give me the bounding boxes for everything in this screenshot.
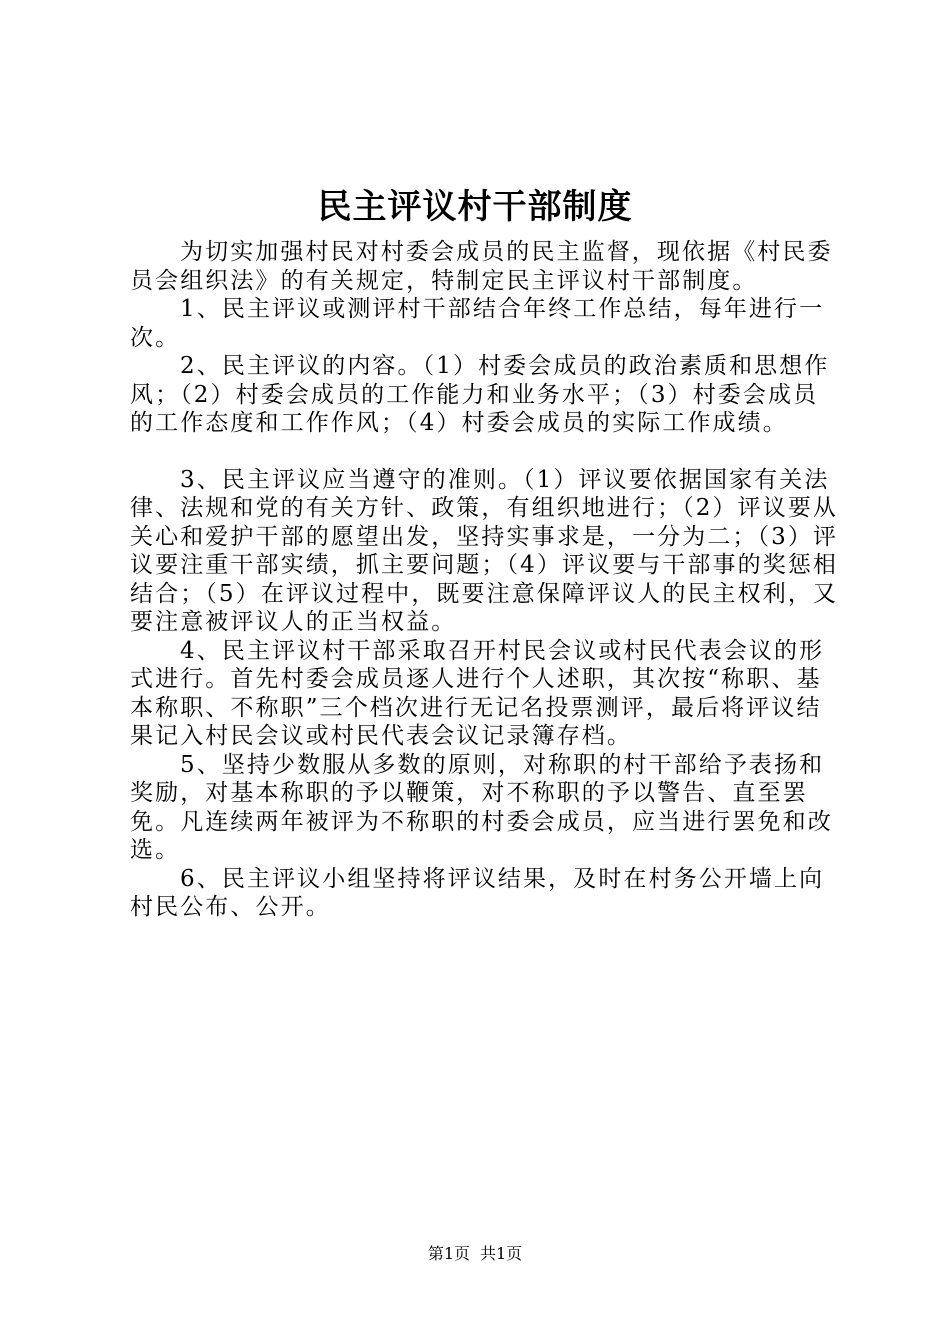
paragraph-item-4: 4、民主评议村干部采取召开村民会议或村民代表会议的形式进行。首先村委会成员逐人进行个人述职，其次按“称职、基本称职、不称职”三个档次进行无记名投票测评，最后将评议结果记入村民会议或村民代表会议记录簿存档。 <box>130 637 825 749</box>
paragraph-item-5: 5、坚持少数服从多数的原则，对称职的村干部给予表扬和奖励，对基本称职的予以鞭策，对不称职的予以警告、直至罢免。凡连续两年被评为不称职的村委会成员，应当进行罢免和改选。 <box>130 751 833 863</box>
paragraph-intro: 为切实加强村民对村委会成员的民主监督，现依据《村民委员会组织法》的有关规定，特制定民主评议村干部制度。 <box>130 239 833 294</box>
page-number-total: 共1页 <box>480 1244 523 1263</box>
paragraph-item-2: 2、民主评议的内容。（1）村委会成员的政治素质和思想作风；（2）村委会成员的工作能力和业务水平；（3）村委会成员的工作态度和工作作风；（4）村委会成员的实际工作成绩。 <box>130 353 830 436</box>
page-number-current: 第1页 <box>427 1244 470 1263</box>
paragraph-item-3: 3、民主评议应当遵守的准则。（1）评议要依据国家有关法律、法规和党的有关方针、政策，有组织地进行；（2）评议要从关心和爱护干部的愿望出发，坚持实事求是，一分为二；（3）评议要注重干部实绩，抓主要问题；（4）评议要与干部事的奖惩相结合；（5）在评议过程中，既要注意保障评议人的民主权利，又要注意被评议人的正当权益。 <box>130 466 839 635</box>
document-title: 民主评议村干部制度 <box>317 187 633 227</box>
document-body <box>130 238 842 922</box>
page-footer <box>0 1244 950 1264</box>
paragraph-item-6: 6、民主评议小组坚持将评议结果，及时在村务公开墙上向村民公布、公开。 <box>130 865 825 920</box>
paragraph-item-1: 1、民主评议或测评村干部结合年终工作总结，每年进行一次。 <box>130 296 825 351</box>
